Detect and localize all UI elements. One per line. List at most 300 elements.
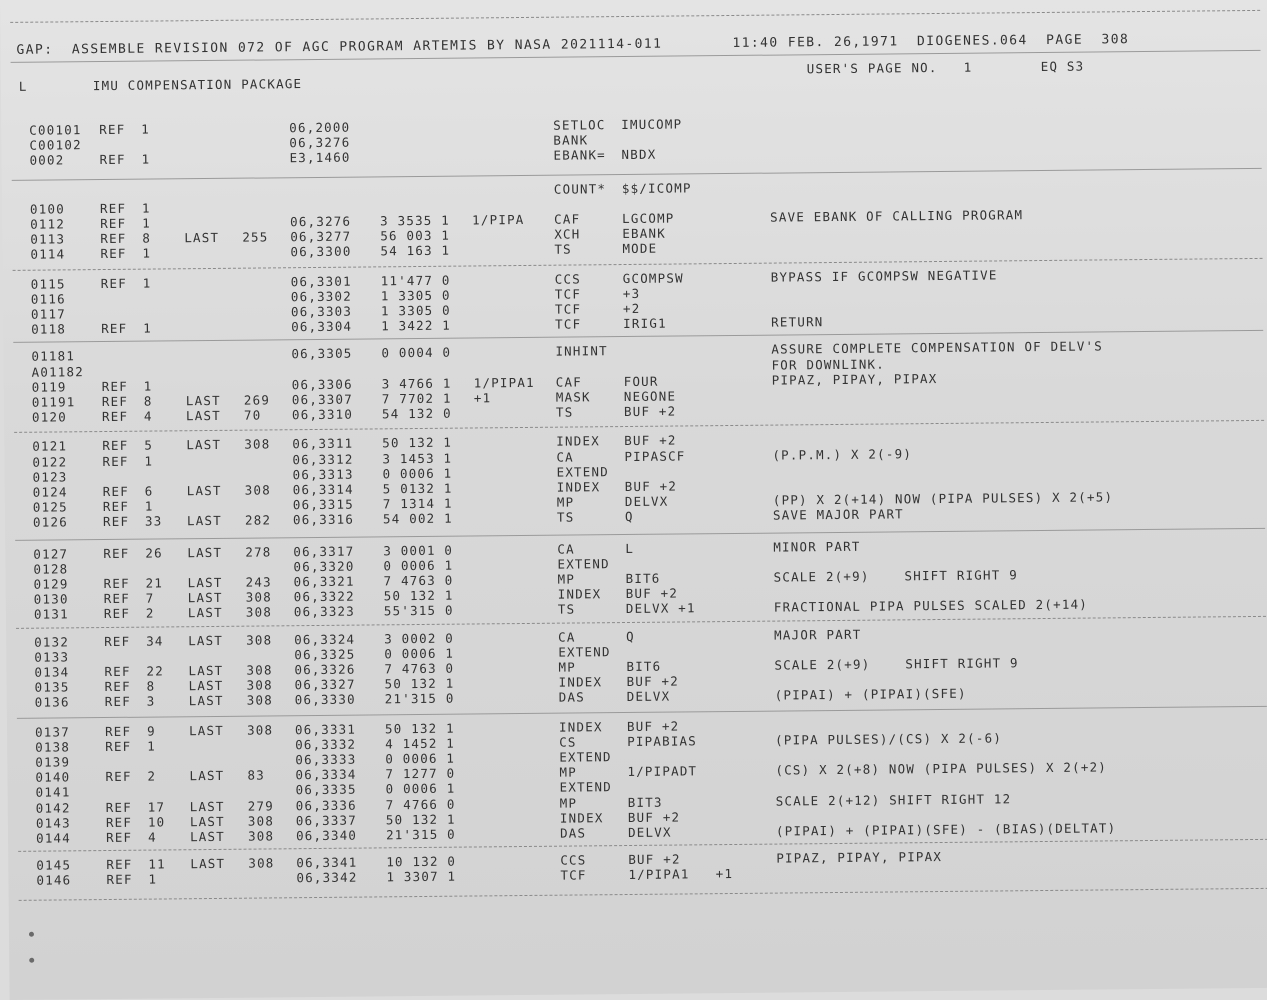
comment: (CS) X 2(+8) NOW (PIPA PULSES) X 2(+2) <box>775 759 1108 778</box>
line-id: 0132 <box>34 633 70 650</box>
line-id: 0115 <box>30 275 66 292</box>
opcode: INDEX <box>557 586 602 602</box>
ref-tag: REF <box>104 678 131 695</box>
line-id <box>30 187 100 188</box>
operand: IMUCOMP <box>621 116 683 133</box>
ref-count: 11 <box>148 856 166 872</box>
ref-count: 26 <box>145 545 163 561</box>
line-id: 0136 <box>34 694 70 711</box>
address: 06,3304 <box>291 318 353 335</box>
address: 06,3307 <box>291 391 354 408</box>
ref-count: 1 <box>143 378 153 394</box>
line-id: 0126 <box>32 514 68 531</box>
line-id: 0002 <box>29 152 65 169</box>
last-page: 308 <box>246 662 273 678</box>
comment: (PIPAI) + (PIPAI)(SFE) - (BIAS)(DELTAT) <box>775 820 1117 839</box>
operand: LGCOMP <box>622 210 675 227</box>
operand: BUF +2 <box>625 585 679 602</box>
address: 06,3332 <box>295 736 357 752</box>
opcode: BANK <box>553 132 589 148</box>
ref-count: 7 <box>145 590 155 606</box>
ref-count: 1 <box>144 498 154 514</box>
last-page: 308 <box>246 632 273 648</box>
ref-tag: REF <box>104 694 132 710</box>
operand: MODE <box>622 241 658 257</box>
last-tag: LAST <box>189 768 225 784</box>
section-title: IMU COMPENSATION PACKAGE <box>92 76 303 94</box>
ref-tag: REF <box>103 545 130 561</box>
operand: DELVX +1 <box>625 600 696 617</box>
line-id: 0128 <box>33 561 69 577</box>
comment: FOR DOWNLINK. <box>771 356 886 373</box>
line-id: 0114 <box>30 246 66 263</box>
object-code: 3 0002 0 <box>384 630 455 646</box>
last-tag: LAST <box>184 230 220 246</box>
address: 06,3311 <box>292 436 354 452</box>
address: 06,3276 <box>289 134 351 151</box>
line-id: 0145 <box>36 857 72 873</box>
comment: ASSURE COMPLETE COMPENSATION OF DELV'S <box>771 338 1104 358</box>
ref-tag: REF <box>106 856 133 873</box>
operand: BUF +2 <box>626 673 680 690</box>
ref-count: 8 <box>143 393 153 409</box>
ref-tag: REF <box>99 121 126 138</box>
last-page: 279 <box>247 798 275 814</box>
address: 06,3336 <box>295 797 357 813</box>
line-id: 0133 <box>34 649 70 665</box>
line-id: 0121 <box>32 438 68 455</box>
object-code: 50 132 1 <box>384 720 455 736</box>
operand: BIT6 <box>625 570 661 587</box>
line-id: 01181 <box>31 348 76 365</box>
object-code: 0 0006 1 <box>385 781 456 797</box>
last-tag: LAST <box>189 828 226 845</box>
address: 06,3331 <box>294 721 357 737</box>
object-code: 7 1277 0 <box>385 765 456 782</box>
line-id: 0139 <box>35 754 71 770</box>
line-id: 0119 <box>31 379 67 395</box>
last-tag: LAST <box>188 722 224 738</box>
address: 06,3302 <box>290 288 353 305</box>
opcode: EXTEND <box>558 643 611 660</box>
last-page: 308 <box>244 436 271 453</box>
last-tag: LAST <box>189 798 225 814</box>
object-code: 1 3307 1 <box>386 869 457 885</box>
opcode: TS <box>555 404 574 420</box>
ref-count: 2 <box>147 768 157 784</box>
last-page: 70 <box>243 407 262 423</box>
object-code: 54 132 0 <box>381 405 452 422</box>
last-page: 308 <box>246 692 273 709</box>
opcode: CAF <box>555 374 582 390</box>
line-id: 0117 <box>30 306 66 322</box>
comment: (PP) X 2(+14) NOW (PIPA PULSES) X 2(+5) <box>772 489 1114 508</box>
object-code: 3 0001 0 <box>383 542 454 558</box>
line-id: 0142 <box>35 799 71 816</box>
line-id: 0120 <box>31 409 67 425</box>
line-id: 0124 <box>32 484 68 500</box>
address: 06,3314 <box>292 481 354 498</box>
object-code: 54 002 1 <box>382 511 453 527</box>
tractor-hole <box>29 958 34 963</box>
operand: Q <box>624 509 634 525</box>
address: 06,3327 <box>294 676 356 693</box>
opcode: EXTEND <box>559 779 613 796</box>
object-code: 21'315 0 <box>384 691 455 707</box>
address: 06,3305 <box>291 346 353 362</box>
comment: SAVE MAJOR PART <box>772 506 904 523</box>
address: 06,3317 <box>293 543 355 559</box>
last-page: 269 <box>243 392 271 408</box>
address: 06,3315 <box>292 496 355 513</box>
object-code: 50 132 1 <box>384 675 455 692</box>
opcode: EXTEND <box>557 555 610 572</box>
comment: RETURN <box>771 314 824 330</box>
address: 06,2000 <box>289 119 351 136</box>
operand: PIPABIAS <box>627 733 698 749</box>
last-page: 243 <box>245 574 272 590</box>
object-code: 50 132 1 <box>385 811 456 828</box>
ref-tag: REF <box>99 200 127 216</box>
line-id: 0135 <box>34 679 70 695</box>
address: 06,3326 <box>294 661 356 678</box>
line-id: 0146 <box>36 872 72 889</box>
ref-tag: REF <box>102 514 130 530</box>
object-code: 0 0004 0 <box>381 345 452 361</box>
ref-count: 34 <box>146 633 164 649</box>
last-tag: LAST <box>187 544 223 560</box>
opcode: EXTEND <box>556 463 609 480</box>
operand: NEGONE <box>623 388 677 405</box>
object-code: 3 4766 1 <box>381 375 452 392</box>
object-code: 11'477 0 <box>380 272 451 288</box>
line-id: 0140 <box>35 769 71 785</box>
object-code: 3 3535 1 <box>380 212 451 229</box>
address: 06,3337 <box>295 812 358 828</box>
address: E3,1460 <box>289 150 351 166</box>
address: 06,3334 <box>295 766 357 783</box>
line-id: 0112 <box>30 216 66 232</box>
ref-count: 1 <box>147 738 156 754</box>
opcode: TS <box>556 509 575 526</box>
address: 06,3303 <box>290 303 353 320</box>
opcode: CA <box>556 449 574 465</box>
ref-tag: REF <box>104 723 132 739</box>
ref-count: 1 <box>143 320 152 336</box>
run-stamp: 11:40 FEB. 26,1971 DIOGENES.064 PAGE 308 <box>732 32 1130 51</box>
last-tag: LAST <box>188 678 224 694</box>
perforation-rule <box>10 10 1260 23</box>
comment: BYPASS IF GCOMPSW NEGATIVE <box>770 267 998 285</box>
address: 06,3321 <box>293 573 355 590</box>
line-id: 0144 <box>35 830 72 846</box>
address: 06,3300 <box>290 244 352 260</box>
ref-tag: REF <box>105 768 132 785</box>
ref-tag: REF <box>105 738 132 754</box>
line-id: 0125 <box>32 499 68 515</box>
ref-count: 1 <box>148 871 158 888</box>
comment: MINOR PART <box>773 538 861 555</box>
last-page: 308 <box>248 855 275 871</box>
opcode: MP <box>559 795 578 811</box>
last-tag: LAST <box>186 513 222 529</box>
ref-count: 5 <box>144 437 154 454</box>
ref-count: 9 <box>146 723 156 739</box>
last-tag: LAST <box>186 482 222 499</box>
opcode: MP <box>557 571 576 587</box>
operand: GCOMPSW <box>622 270 684 286</box>
opcode: MP <box>558 659 576 675</box>
ref-tag: REF <box>100 215 127 232</box>
address: 06,3322 <box>293 588 355 605</box>
opcode: EBANK= <box>553 147 606 164</box>
last-tag: LAST <box>185 408 221 424</box>
operand: EBANK <box>622 225 666 242</box>
last-tag: LAST <box>188 662 224 679</box>
group-rule <box>12 167 1262 180</box>
object-code: 7 4763 0 <box>384 660 455 677</box>
operand: Q <box>626 628 635 644</box>
last-page: 282 <box>244 512 272 529</box>
ref-tag: REF <box>102 438 129 454</box>
line-id: 0118 <box>31 321 67 337</box>
operand: NBDX <box>621 147 657 163</box>
line-id: 0127 <box>33 545 69 562</box>
ref-tag: REF <box>101 320 128 337</box>
line-id: 0131 <box>33 606 69 623</box>
line-id: 0129 <box>33 576 69 592</box>
address: 06,3333 <box>295 751 357 768</box>
tractor-hole <box>29 932 34 937</box>
opcode: CCS <box>554 271 581 287</box>
ref-count: 1 <box>141 200 151 216</box>
ref-count: 6 <box>144 483 154 499</box>
operand: FOUR <box>623 373 659 389</box>
last-page: 255 <box>242 229 269 245</box>
comment: FRACTIONAL PIPA PULSES SCALED 2(+14) <box>773 596 1089 615</box>
last-tag: LAST <box>190 856 226 872</box>
line-id: 0143 <box>35 815 71 831</box>
ref-count: 17 <box>147 799 166 815</box>
operand: BIT6 <box>626 658 662 675</box>
ref-count: 21 <box>145 575 164 591</box>
object-code: 7 4763 0 <box>383 572 454 589</box>
address: 06,3313 <box>292 466 354 483</box>
object-code: 50 132 1 <box>383 587 454 604</box>
last-page: 278 <box>245 544 272 560</box>
opcode: CA <box>557 541 575 557</box>
object-code: 4 1452 1 <box>385 735 456 752</box>
ref-tag: REF <box>101 408 129 425</box>
opcode: INDEX <box>556 479 601 495</box>
line-id: 0123 <box>32 469 68 485</box>
ref-count: 8 <box>146 678 156 694</box>
object-code: 5 0132 1 <box>382 480 453 497</box>
object-code: 56 003 1 <box>380 227 451 244</box>
ref-tag: REF <box>102 498 130 515</box>
ref-tag: REF <box>99 152 126 168</box>
last-page: 308 <box>245 604 273 621</box>
opcode: MP <box>559 764 577 780</box>
section-marker: L <box>18 78 28 94</box>
users-page-number: USER'S PAGE NO. 1 <box>806 59 973 77</box>
ref-count: 1 <box>144 453 154 469</box>
ref-tag: REF <box>105 829 133 846</box>
address: 06,3323 <box>293 604 356 620</box>
address: 06,3312 <box>292 451 354 467</box>
ref-tag: REF <box>101 378 128 394</box>
operand: L <box>625 540 635 556</box>
address: 06,3324 <box>294 631 356 647</box>
address: 06,3277 <box>290 228 352 245</box>
opcode: DAS <box>558 689 585 706</box>
last-tag: LAST <box>188 632 224 648</box>
address: 06,3316 <box>292 512 355 528</box>
operand: DELVX <box>627 824 672 841</box>
opcode: TCF <box>554 301 582 317</box>
object-code: 0 0006 1 <box>384 645 455 662</box>
ref-tag: REF <box>100 230 127 247</box>
opcode: MP <box>556 494 575 510</box>
group-rule <box>15 527 1265 540</box>
last-tag: LAST <box>186 437 222 453</box>
opcode: TCF <box>554 286 582 302</box>
object-code: 3 1453 1 <box>382 450 453 466</box>
object-code: 7 4766 0 <box>385 796 456 812</box>
object-code: 7 1314 1 <box>382 495 453 512</box>
line-id: C00102 <box>29 137 82 153</box>
label: 1/PIPA <box>472 211 525 228</box>
eq-label: EQ S3 <box>1040 58 1085 75</box>
opcode: DAS <box>559 825 587 841</box>
operand: BUF +2 <box>626 718 680 734</box>
operand: IRIG1 <box>623 315 667 332</box>
opcode: EXTEND <box>559 749 612 765</box>
ref-count: 2 <box>145 605 155 622</box>
object-code: 1 3422 1 <box>381 317 452 334</box>
opcode: INDEX <box>558 718 603 735</box>
operand: +3 <box>622 285 641 301</box>
opcode: XCH <box>554 226 581 242</box>
last-tag: LAST <box>187 605 223 621</box>
object-code: 0 0006 1 <box>382 465 453 482</box>
opcode: MASK <box>555 389 591 405</box>
object-code: 0 0006 1 <box>383 557 454 574</box>
address: 06,3341 <box>296 854 358 871</box>
address: 06,3342 <box>296 869 358 886</box>
opcode: INDEX <box>556 433 600 450</box>
comment: (PIPAI) + (PIPAI)(SFE) <box>774 686 967 703</box>
operand: BUF +2 <box>623 403 677 420</box>
ref-count: 4 <box>147 829 157 845</box>
comment: PIPAZ, PIPAY, PIPAX <box>776 849 943 866</box>
line-id: C00101 <box>29 122 82 138</box>
comment: PIPAZ, PIPAY, PIPAX <box>771 370 938 388</box>
object-code: 1 3305 0 <box>380 287 451 304</box>
address: 06,3276 <box>290 213 352 230</box>
opcode: INHINT <box>555 343 608 360</box>
operand: DELVX <box>626 688 671 705</box>
opcode: TS <box>557 601 576 618</box>
operand: BUF +2 <box>627 809 681 825</box>
last-tag: LAST <box>187 574 223 591</box>
opcode: COUNT* <box>553 180 607 197</box>
job-title: GAP: ASSEMBLE REVISION 072 OF AGC PROGRAM ARTEMIS BY NASA 2021114-011 <box>16 36 663 58</box>
opcode: INDEX <box>559 810 604 826</box>
comment: SCALE 2(+9) SHIFT RIGHT 9 <box>773 567 1018 585</box>
last-page: 308 <box>247 828 275 844</box>
opcode: CS <box>559 734 577 750</box>
object-code: 10 132 0 <box>386 853 457 870</box>
operand: BUF +2 <box>624 432 677 449</box>
line-id: 0137 <box>34 723 71 740</box>
address: 06,3306 <box>291 376 353 393</box>
line-id: 01191 <box>31 394 76 410</box>
bottom-rule <box>19 887 1267 900</box>
operand: BIT3 <box>627 794 663 810</box>
ref-count: 4 <box>143 408 153 424</box>
line-id: 0100 <box>29 201 65 217</box>
address: 06,3310 <box>291 406 354 423</box>
group-rule <box>13 257 1263 270</box>
line-id: 0122 <box>32 453 68 470</box>
last-page: 308 <box>246 722 274 738</box>
ref-tag: REF <box>105 814 133 830</box>
last-page: 308 <box>245 589 273 605</box>
opcode: INDEX <box>558 674 603 690</box>
operand: DELVX <box>624 493 669 510</box>
opcode: TCF <box>560 867 587 884</box>
ref-count: 1 <box>142 215 151 231</box>
object-code: 55'315 0 <box>383 603 454 619</box>
opcode: SETLOC <box>553 117 606 133</box>
object-code: 7 7702 1 <box>381 390 452 407</box>
operand: 1/PIPA1 +1 <box>628 866 734 883</box>
ref-tag: REF <box>106 872 133 888</box>
opcode: CA <box>558 629 576 645</box>
label: 1/PIPA1 <box>473 374 535 391</box>
last-page: 308 <box>247 813 275 829</box>
last-page: 308 <box>244 482 271 498</box>
object-code: 21'315 0 <box>385 826 456 843</box>
opcode: CCS <box>560 852 587 868</box>
ref-tag: REF <box>102 483 129 500</box>
operand: 1/PIPADT <box>627 763 698 780</box>
line-id: 0141 <box>35 784 71 801</box>
line-id: 0138 <box>35 739 71 755</box>
ref-count: 1 <box>142 275 152 291</box>
last-tag: LAST <box>189 813 225 830</box>
opcode: TCF <box>555 316 582 332</box>
address: 06,3325 <box>294 646 356 663</box>
comment: (PIPA PULSES)/(CS) X 2(-6) <box>775 730 1003 748</box>
comment: MAJOR PART <box>774 626 862 643</box>
ref-tag: REF <box>103 590 131 607</box>
ref-count: 1 <box>142 245 152 262</box>
ref-count: 8 <box>142 230 152 246</box>
ref-tag: REF <box>101 393 129 410</box>
ref-count: 1 <box>141 151 151 168</box>
opcode: TS <box>554 241 572 258</box>
operand: $$/ICOMP <box>621 179 692 196</box>
label: +1 <box>473 390 492 406</box>
comment: (P.P.M.) X 2(-9) <box>772 445 913 463</box>
line-id: 0113 <box>30 231 66 247</box>
last-page: 83 <box>247 767 265 783</box>
comment: SCALE 2(+9) SHIFT RIGHT 9 <box>774 655 1019 673</box>
last-page: 308 <box>246 677 273 693</box>
last-tag: LAST <box>187 590 223 606</box>
